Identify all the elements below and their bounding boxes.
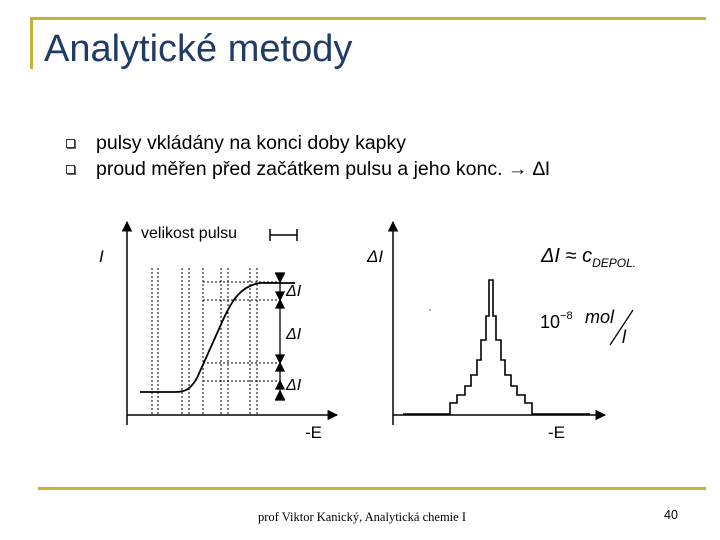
footer-text: prof Viktor Kanický, Analytická chemie I: [258, 510, 466, 524]
right-plot: [366, 222, 636, 442]
frame-left-line: [30, 17, 33, 69]
bullet-text: proud měřen před začátkem pulsu a jeho konc. → ∆I: [96, 158, 551, 180]
left-y-label: I: [99, 247, 104, 266]
delta-i-label: ΔI: [286, 326, 302, 343]
frame-top-line: [30, 17, 706, 20]
pulse-size-label: velikost pulsu: [141, 225, 238, 242]
scale-unit-bottom: l: [622, 327, 626, 347]
left-plot: [99, 222, 337, 442]
page-number: 40: [664, 508, 678, 522]
delta-i-label: ΔI: [286, 283, 302, 300]
scale-text: [540, 310, 573, 332]
relation-subscript: DEPOL.: [592, 256, 637, 270]
differential-peak: [403, 280, 590, 414]
square-bullet-icon: [66, 139, 75, 148]
speck: [429, 309, 431, 311]
footer-line: [38, 487, 706, 490]
scale-unit-top: mol: [585, 307, 615, 327]
left-x-label: -E: [305, 423, 322, 442]
slide-title: Analytické metody: [44, 28, 353, 70]
left-dotted-grid: [152, 268, 277, 415]
relation-text: [540, 245, 636, 270]
relation-main: ΔI ≈ c: [541, 245, 593, 267]
right-x-label: -E: [548, 423, 565, 442]
scale-base: 10: [540, 312, 561, 332]
square-bullet-icon: [66, 165, 75, 174]
bullet-text: pulsy vkládány na konci doby kapky: [96, 132, 407, 154]
polarography-figure: [85, 210, 655, 450]
scale-exponent: −8: [560, 310, 573, 322]
right-y-label: ΔI: [367, 247, 384, 266]
delta-i-label: ΔI: [286, 377, 302, 394]
polarogram-curve: [140, 283, 295, 392]
